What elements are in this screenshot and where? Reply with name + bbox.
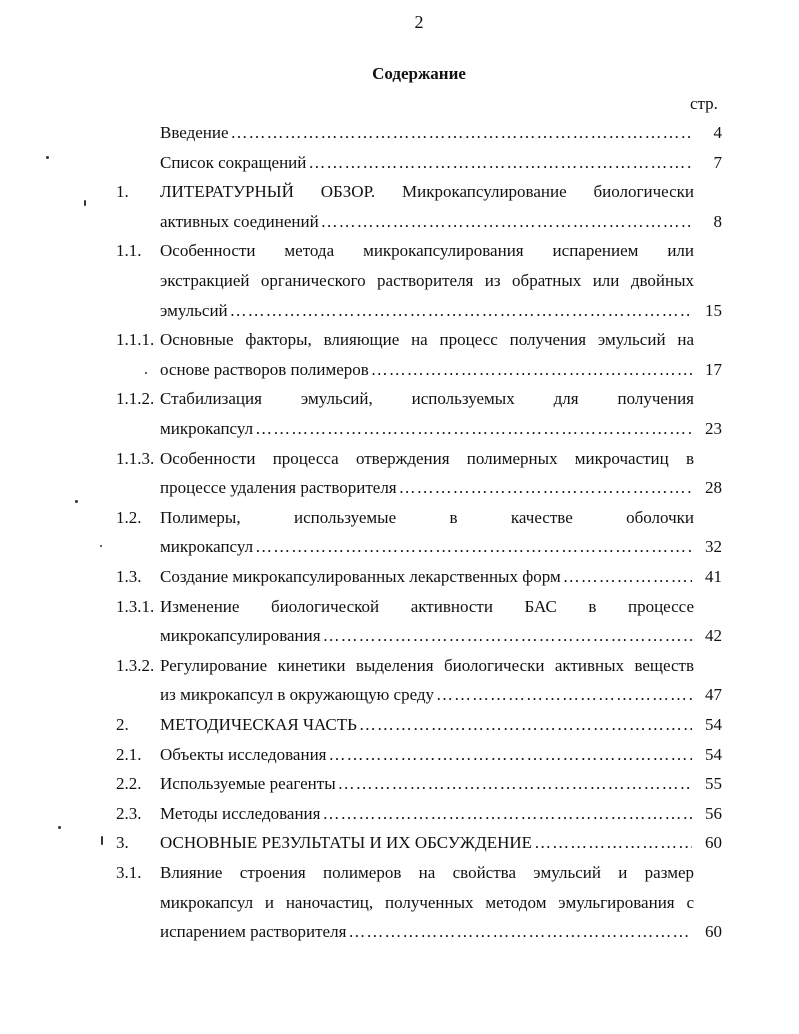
dot-leader — [534, 828, 692, 858]
toc-entry-title-line: Полимеры, используемые в качестве оболочки — [160, 507, 694, 527]
toc-entry-text: микрокапсулирования — [160, 626, 321, 646]
dot-leader — [399, 473, 692, 503]
toc-entry-text: из микрокапсул в окружающую среду — [160, 685, 435, 705]
dot-leader — [321, 207, 692, 237]
toc-entry-text: основе растворов полимеров — [160, 359, 369, 379]
toc-entry-text: испарением растворителя — [160, 922, 347, 942]
toc-entry-text: микрокапсул — [160, 419, 254, 438]
toc-entry-title-line — [160, 207, 694, 237]
toc-entry-number: 2.3. — [116, 803, 142, 823]
toc-entry-text: ОСНОВНЫЕ РЕЗУЛЬТАТЫ И ИХ ОБСУЖДЕНИЕ — [160, 833, 533, 853]
page-title: Содержание — [372, 64, 466, 83]
toc-entry-title-line — [160, 710, 694, 740]
dot-leader — [436, 680, 692, 710]
toc-entry-title-line: Влияние строения полимеров на свойства эмульсий и размер — [160, 863, 694, 882]
dot-leader — [323, 621, 692, 651]
toc-entry-number: 3.1. — [116, 863, 142, 882]
toc-entry-number: 1.2. — [116, 507, 142, 527]
toc-entry-page: 23 — [705, 419, 722, 438]
toc-entry-text: Создание микрокапсулированных лекарственных форм — [160, 567, 561, 586]
toc-entry-page: 55 — [705, 774, 722, 794]
toc-entry-title-line — [160, 917, 694, 947]
toc-entry-number: 1.3.1. — [116, 596, 155, 616]
toc-entry-title-line: Изменение биологической активности БАС в процессе — [160, 596, 694, 616]
scan-speck — [101, 836, 103, 845]
toc-entry-title-line: Основные факторы, влияющие на процесс получения эмульсий на — [160, 330, 694, 350]
toc-entry-text: активных соединений — [160, 211, 319, 231]
toc-entry-number: 2.1. — [116, 744, 142, 764]
toc-entry-text: Введение — [160, 123, 229, 142]
toc-entry-page: 54 — [705, 744, 722, 764]
scan-speck — [58, 826, 61, 829]
toc-entry-title-line: Регулирование кинетики выделения биологически активных веществ — [160, 655, 694, 675]
toc-entry-text: Объекты исследования — [160, 744, 327, 764]
toc-entry-text: эмульсий — [160, 300, 228, 320]
page-number: 2 — [414, 12, 424, 32]
toc-entry-page: 4 — [713, 123, 722, 142]
toc-entry-page: 56 — [705, 803, 722, 823]
toc-entry-title-line — [160, 828, 694, 858]
dot-leader — [255, 532, 692, 562]
page-column-header: стр. — [690, 94, 718, 113]
scan-speck — [46, 156, 49, 159]
toc-entry-title-line — [160, 532, 694, 562]
dot-leader — [328, 740, 692, 770]
scan-speck — [84, 200, 86, 206]
toc-entry-text: Методы исследования — [160, 803, 321, 823]
toc-entry-text: Список сокращений — [160, 152, 307, 172]
toc-entry-title-line — [160, 740, 694, 770]
toc-entry-title-line: Особенности метода микрокапсулирования испарением или — [160, 241, 694, 261]
toc-entry-number: 2.2. — [116, 774, 142, 794]
toc-entry-title-line — [160, 799, 694, 829]
toc-entry-title-line — [160, 118, 694, 148]
toc-entry-text: микрокапсул — [160, 537, 254, 557]
toc-entry-title-line — [160, 562, 694, 592]
dot-leader — [322, 799, 692, 829]
toc-entry-page: 7 — [713, 152, 722, 172]
toc-entry-text: Используемые реагенты — [160, 774, 336, 794]
toc-entry-title-line: экстракцией органического растворителя из обратных или двойных — [160, 271, 694, 290]
dot-leader — [563, 562, 692, 592]
toc-entry-page: 60 — [705, 922, 722, 942]
toc-entry-page: 42 — [705, 626, 722, 646]
toc-entry-page: 15 — [705, 300, 722, 320]
toc-entry-text: МЕТОДИЧЕСКАЯ ЧАСТЬ — [160, 715, 357, 734]
dot-leader — [371, 355, 692, 385]
dot-leader — [308, 148, 692, 178]
toc-entry-title-line — [160, 296, 694, 326]
toc-entry-page: 17 — [705, 359, 722, 379]
dot-leader — [231, 118, 692, 148]
toc-entry-title-line: ЛИТЕРАТУРНЫЙ ОБЗОР. Микрокапсулирование биологически — [160, 182, 694, 202]
toc-entry-number: 1.1.2. — [116, 389, 155, 409]
toc-entry-number: 2. — [116, 715, 129, 734]
toc-entry-number: 1.3. — [116, 567, 142, 586]
dot-leader — [359, 710, 692, 740]
scan-speck — [100, 545, 102, 547]
toc-entry-number: 1.1.1. — [116, 330, 155, 350]
toc-entry-title-line — [160, 621, 694, 651]
toc-entry-page: 47 — [705, 685, 722, 705]
toc-entry-title-line — [160, 414, 694, 444]
toc-entry-title-line — [160, 769, 694, 799]
toc-entry-number: 1.1.3. — [116, 448, 155, 468]
toc-entry-title-line — [160, 473, 694, 503]
toc-entry-page: 8 — [713, 211, 722, 231]
toc-entry-page: 54 — [705, 715, 722, 734]
toc-entry-page: 60 — [705, 833, 722, 853]
toc-entry-number: 1.3.2. — [116, 655, 155, 675]
toc-entry-title-line — [160, 680, 694, 710]
dot-leader — [348, 917, 692, 947]
toc-entry-number: 1. — [116, 182, 129, 202]
toc-entry-number: 3. — [116, 833, 129, 853]
dot-leader — [338, 769, 692, 799]
toc-entry-page: 32 — [705, 537, 722, 557]
toc-entry-title-line: Стабилизация эмульсий, используемых для получения — [160, 389, 694, 409]
toc-entry-text: процессе удаления растворителя — [160, 478, 397, 498]
toc-entry-number: 1.1. — [116, 241, 142, 261]
dot-leader — [255, 414, 692, 444]
dot-leader — [230, 296, 692, 326]
scan-speck — [75, 500, 78, 503]
toc-entry-title-line — [160, 148, 694, 178]
toc-entry-title-line: Особенности процесса отверждения полимерных микрочастиц в — [160, 448, 694, 468]
toc-entry-page: 41 — [705, 567, 722, 586]
scan-speck — [145, 372, 147, 374]
toc-entry-title-line — [160, 355, 694, 385]
toc-entry-title-line: микрокапсул и наночастиц, полученных методом эмульгирования с — [160, 892, 694, 912]
toc-entry-page: 28 — [705, 478, 722, 498]
